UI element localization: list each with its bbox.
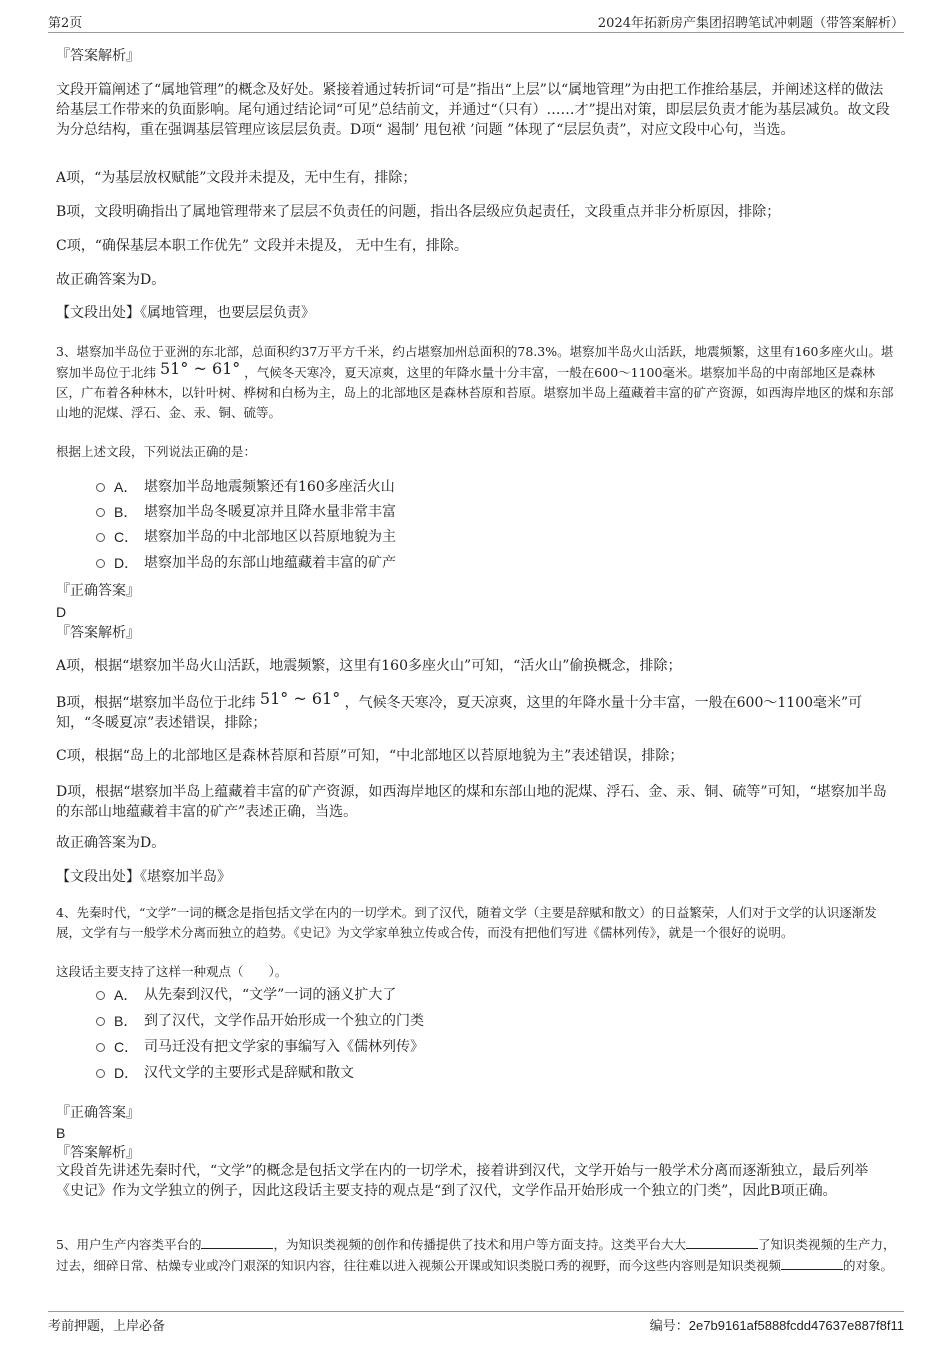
- q2-analysis-option-c: C项，“确保基层本职工作优先” 文段并未提及， 无中生有，排除。: [56, 238, 468, 254]
- q3-option-b[interactable]: [96, 501, 396, 523]
- radio-icon[interactable]: [96, 559, 105, 568]
- q5-part1: 5、用户生产内容类平台的: [56, 1237, 202, 1252]
- footer-slogan: 考前押题，上岸必备: [48, 1319, 166, 1334]
- q5-stem: [56, 1234, 896, 1276]
- q4-answer-label: 『正确答案』: [56, 1105, 140, 1121]
- q5-part3: 了知识类视频的生产力，过去，细碎日常、枯燥专业或冷门艰深的知识内容，往往难以进入视频公开课或知识类脱口秀的视野，而今这些内容则是知识类视频: [56, 1237, 896, 1273]
- q3-question: 根据上述文段，下列说法正确的是：: [56, 444, 257, 459]
- option-text: 堪察加半岛地震频繁还有160多座活火山: [144, 479, 395, 495]
- q4-stem: 4、先秦时代，“文学”一词的概念是指包括文学在内的一切学术。到了汉代，随着文学（主要是辞赋和散文）的日益繁荣，人们对于文学的认识逐渐发展，文学有与一般学术分离而独立的趋势。《史记》为文学家单独立传或合传，而没有把他们写进《儒林列传》，就是一个很好的说明。: [56, 905, 877, 940]
- q2-conclusion: 故正确答案为D。: [56, 272, 166, 288]
- option-text: 堪察加半岛冬暖夏凉并且降水量非常丰富: [144, 504, 396, 520]
- q3-answer-label: 『正确答案』: [56, 583, 140, 599]
- footer-code-label: 编号：: [649, 1319, 689, 1334]
- q4-option-d[interactable]: [96, 1062, 354, 1084]
- q3-analysis-option-d: D项，根据“堪察加半岛上蕴藏着丰富的矿产资源，如西海岸地区的煤和东部山地的泥煤、浮石、金、汞、铜、硫等”可知，“堪察加半岛的东部山地蕴藏着丰富的矿产”表述正确，当选。: [56, 784, 887, 820]
- q3-analysis-option-a: A项，根据“堪察加半岛火山活跃，地震频繁，这里有160多座火山”可知，“活火山”偷换概念，排除；: [56, 658, 682, 674]
- q4-option-a[interactable]: [96, 984, 396, 1006]
- q2-analysis-option-a: A项，“为基层放权赋能”文段并未提及，无中生有，排除；: [56, 170, 417, 186]
- q3-option-d[interactable]: [96, 552, 396, 574]
- q2-analysis-paragraph: 文段开篇阐述了“属地管理”的概念及好处。紧接着通过转折词“可是”指出“上层”以“属地管理”为由把工作推给基层，并阐述这样的做法给基层工作带来的负面影响。尾句通过结论词“可见”总结前文，并通过“（只有）……才”提出对策，即层层负责才能为基层减负。故文段为分总结构，重在强调基层管理应该层层负责。D项“ 遏制’ 甩包袱 ’问题 ”体现了“层层负责”，对应文段中心句，当选。: [56, 82, 890, 138]
- q3-analysis-latitude-range: 51° ~ 61°: [259, 689, 341, 708]
- option-text: 到了汉代，文学作品开始形成一个独立的门类: [144, 1013, 424, 1029]
- q2-analysis-option-b: B项，文段明确指出了属地管理带来了层层不负责任的问题，指出各层级应负起责任，文段重点并非分析原因，排除；: [56, 204, 781, 220]
- radio-icon[interactable]: [96, 991, 105, 1000]
- footer-code: [650, 1315, 904, 1334]
- radio-icon[interactable]: [96, 483, 105, 492]
- q4-analysis: 文段首先讲述先秦时代，“文学”的概念是包括文学在内的一切学术，接着讲到汉代，文学开始与一般学术分离而逐渐独立，最后列举《史记》作为文学独立的例子，因此这段话主要支持的观点是“到了汉代，文学作品开始形成一个独立的门类”，因此B项正确。: [56, 1163, 869, 1199]
- q3-analysis-option-c: C项，根据“岛上的北部地区是森林苔原和苔原”可知，“中北部地区以苔原地貌为主”表述错误，排除；: [56, 748, 684, 764]
- q3-analysis-b-part2: ，气候冬天寒冷，夏天凉爽，这里的年降水量十分丰富，一般在600～1100毫米”可知，“冬暖夏凉”表述错误，排除；: [56, 695, 863, 731]
- q4-option-c[interactable]: [96, 1036, 424, 1058]
- q3-answer: D: [56, 604, 67, 620]
- option-key: D．: [114, 1065, 139, 1081]
- radio-icon[interactable]: [96, 1017, 105, 1026]
- q4-analysis-label: 『答案解析』: [56, 1145, 140, 1161]
- document-title: 2024年拓新房产集团招聘笔试冲刺题（带答案解析）: [597, 16, 904, 31]
- q3-analysis-b-part1: B项，根据“堪察加半岛位于北纬: [56, 695, 256, 711]
- page-number: 第2页: [48, 16, 83, 31]
- q5-blank-3[interactable]: [781, 1255, 843, 1270]
- q5-blank-1[interactable]: [201, 1234, 273, 1249]
- radio-icon[interactable]: [96, 533, 105, 542]
- header-divider: [48, 32, 904, 33]
- option-text: 司马迁没有把文学家的事编写入《儒林列传》: [144, 1039, 424, 1055]
- option-key: B．: [114, 504, 138, 520]
- q2-analysis-label: 『答案解析』: [56, 48, 140, 64]
- option-key: B．: [114, 1013, 138, 1029]
- option-text: 从先秦到汉代，“文学”一词的涵义扩大了: [144, 987, 397, 1003]
- option-key: A．: [114, 479, 138, 495]
- option-key: D．: [114, 555, 139, 571]
- q3-stem-part2: ，气候冬天寒冷，夏天凉爽，这里的年降水量十分丰富，一般在600～1100毫米。堪察加半岛的中南部地区是森林区，广布着各种林木，以针叶树、桦树和白杨为主，岛上的北部地区是森林苔原和苔原。堪察加半岛上蕴藏着丰富的矿产资源，如西海岸地区的煤和东部山地的泥煤、浮石、金、汞、铜、硫等。: [56, 365, 894, 420]
- q3-option-c[interactable]: [96, 526, 396, 548]
- option-text: 汉代文学的主要形式是辞赋和散文: [144, 1065, 354, 1081]
- q3-stem-part1: 3、堪察加半岛位于亚洲的东北部，总面积约37万平方千米，约占堪察加州总面积的78.3%。堪察加半岛火山活跃，地震频繁，这里有160多座火山。堪察加半岛位于北纬: [56, 344, 894, 380]
- q5-part2: ，为知识类视频的创作和传播提供了技术和用户等方面支持。这类平台大大: [273, 1237, 686, 1252]
- q3-analysis-label: 『答案解析』: [56, 625, 140, 641]
- q4-option-b[interactable]: [96, 1010, 424, 1032]
- page-header: [0, 0, 950, 34]
- radio-icon[interactable]: [96, 1043, 105, 1052]
- radio-icon[interactable]: [96, 508, 105, 517]
- q3-conclusion: 故正确答案为D。: [56, 835, 166, 851]
- footer-code-value: 2e7b9161af5888fcdd47637e887f8f11: [688, 1318, 904, 1333]
- q4-question: 这段话主要支持了这样一种观点（ ）。: [56, 964, 288, 979]
- option-text: 堪察加半岛的中北部地区以苔原地貌为主: [144, 529, 396, 545]
- option-key: C．: [114, 1039, 139, 1055]
- q3-option-a[interactable]: [96, 476, 395, 498]
- q3-source: 【文段出处】《堪察加半岛》: [56, 869, 231, 885]
- page-footer: [0, 1305, 950, 1345]
- q3-latitude-range: 51° ~ 61°: [160, 359, 241, 378]
- q3-analysis-option-b: [56, 689, 896, 733]
- option-key: A．: [114, 987, 138, 1003]
- footer-divider: [48, 1311, 904, 1312]
- q5-blank-2[interactable]: [686, 1234, 758, 1249]
- option-text: 堪察加半岛的东部山地蕴藏着丰富的矿产: [144, 555, 396, 571]
- option-key: C．: [114, 529, 139, 545]
- q3-stem: [56, 342, 896, 423]
- q2-source: 【文段出处】《属地管理，也要层层负责》: [56, 305, 315, 321]
- q4-answer: B: [56, 1125, 66, 1141]
- radio-icon[interactable]: [96, 1069, 105, 1078]
- q5-part4: 的对象。: [843, 1258, 894, 1273]
